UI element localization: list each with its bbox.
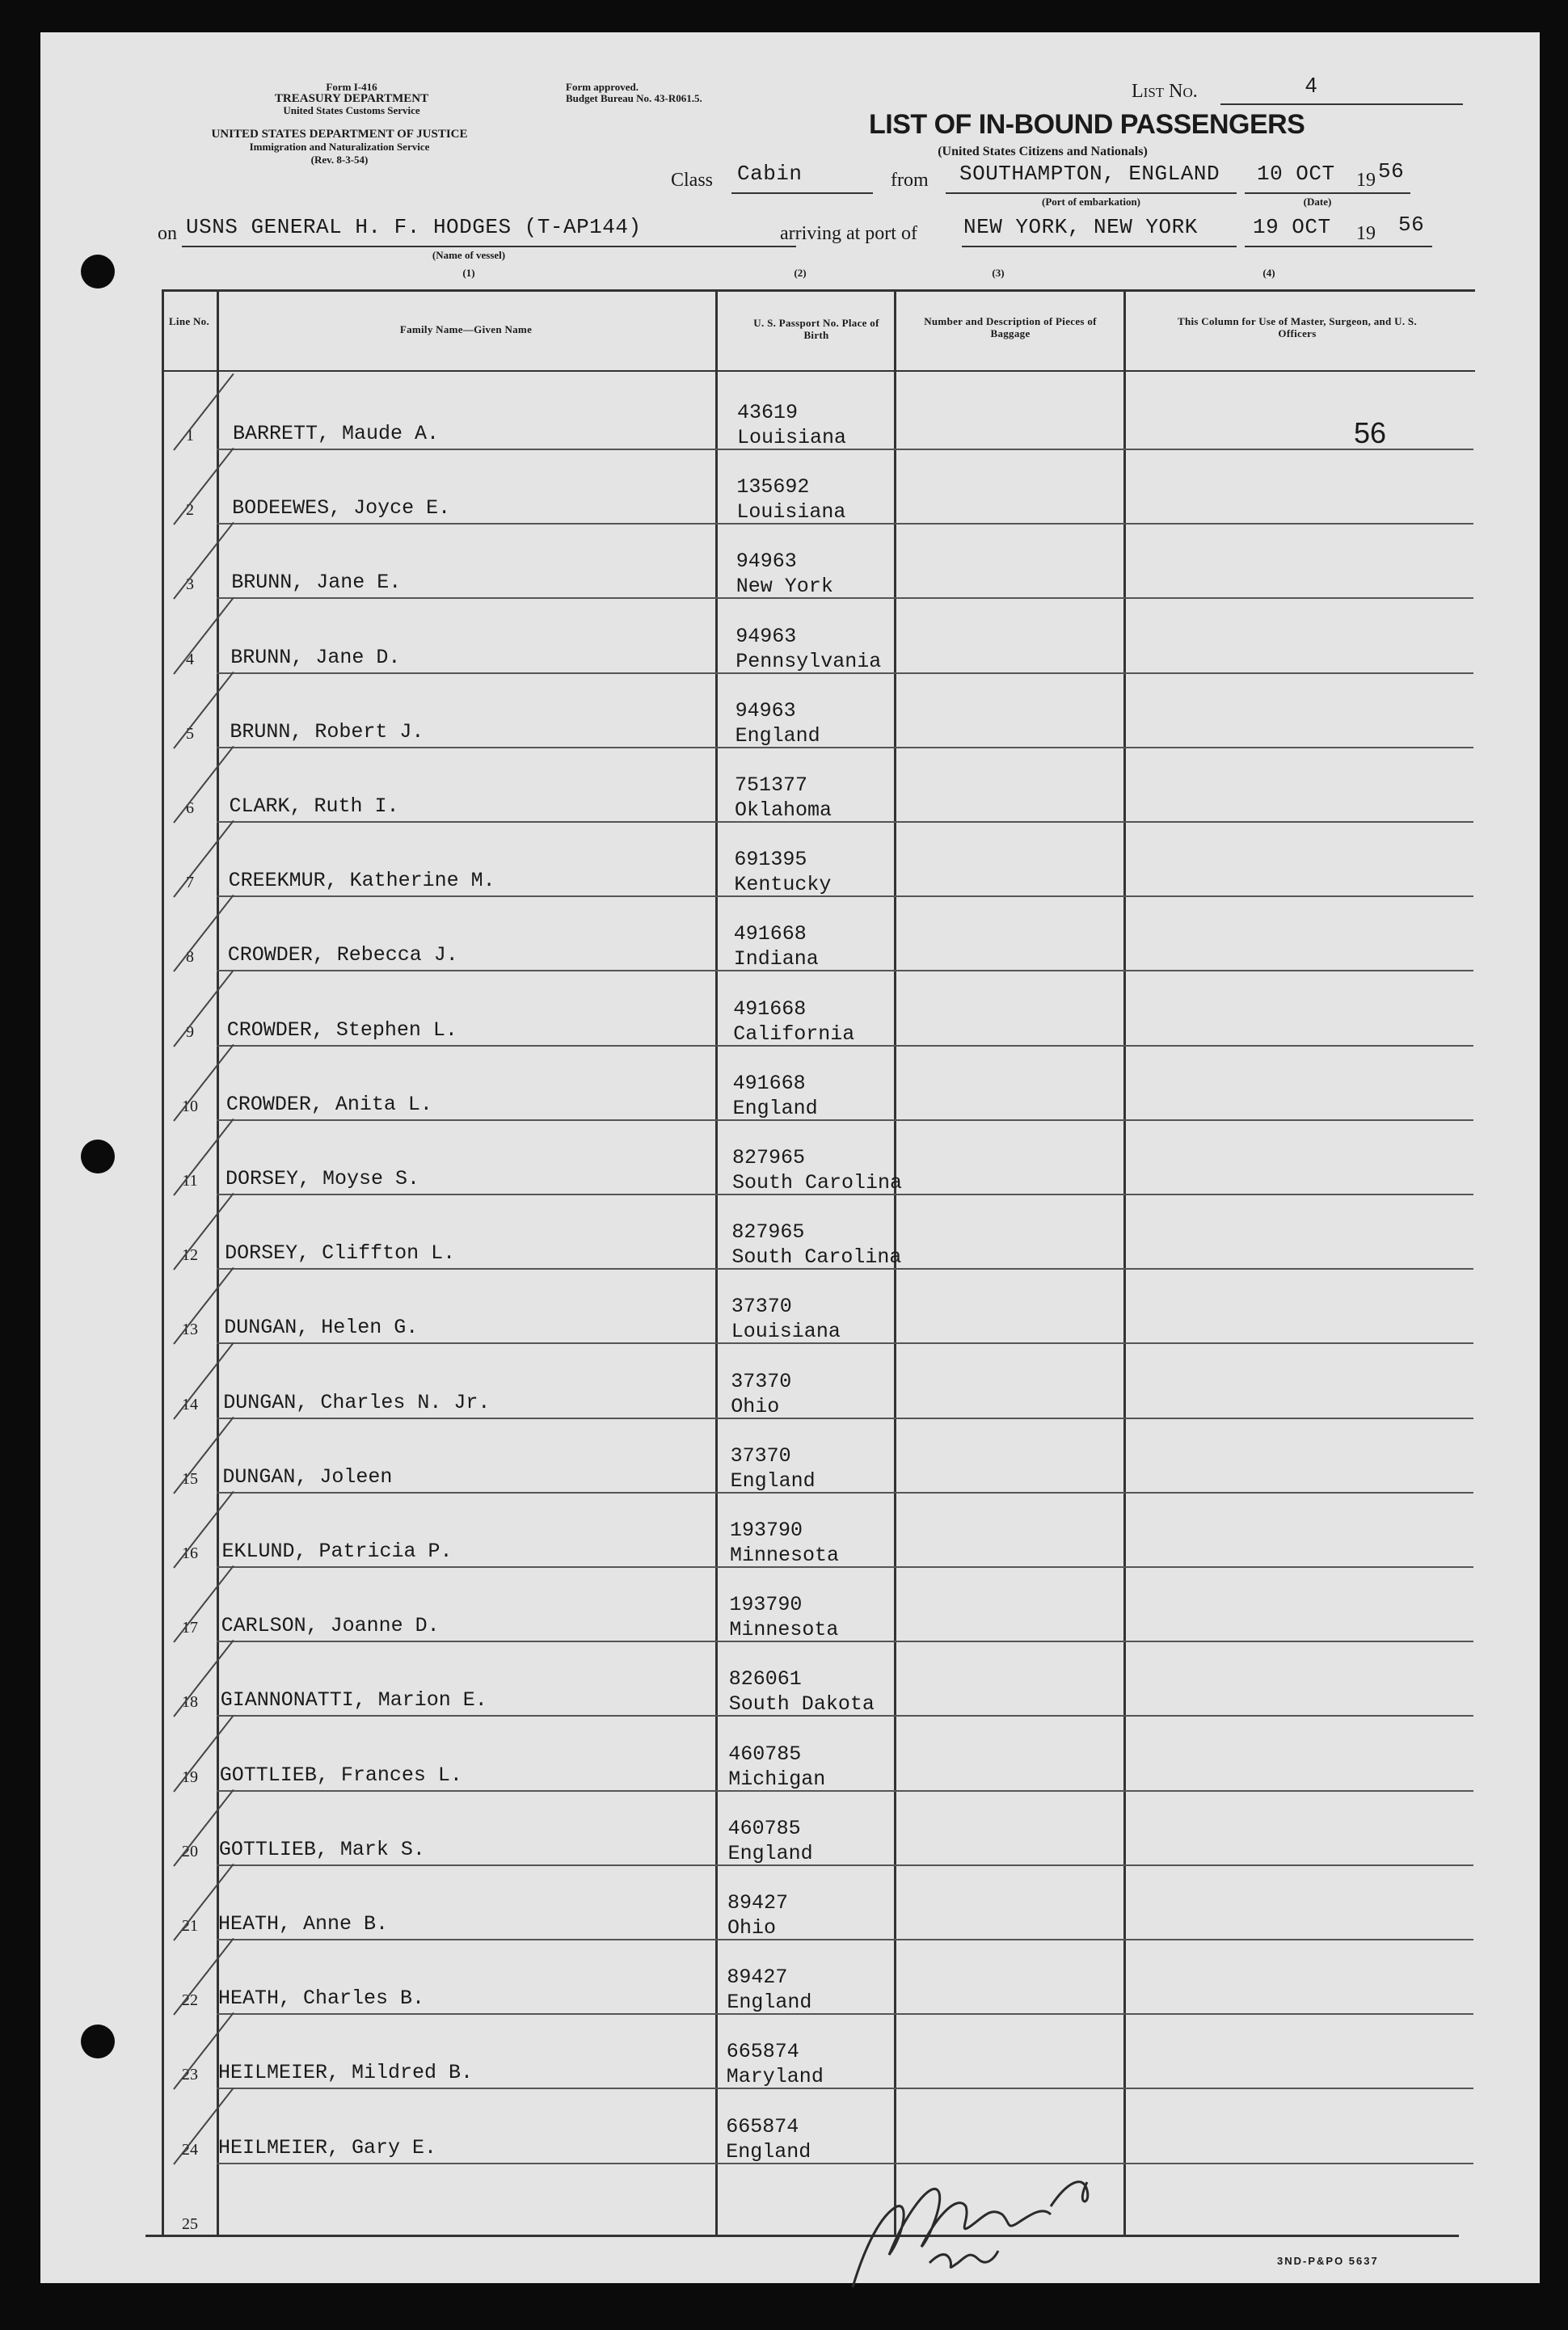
passport-number: 827965 (731, 1220, 805, 1245)
place-of-birth: New York (736, 575, 833, 599)
line-number: 6 (186, 799, 194, 817)
passport-number: 37370 (731, 1295, 792, 1319)
passport-number: 43619 (737, 401, 799, 424)
passenger-name: CROWDER, Stephen L. (226, 1018, 457, 1042)
line-number: 15 (182, 1469, 198, 1488)
place-of-birth: Ohio (727, 1916, 777, 1940)
passenger-name: CLARK, Ruth I. (229, 794, 399, 818)
line-number: 8 (186, 948, 194, 967)
line-number: 20 (182, 1842, 198, 1860)
passport-number: 460785 (728, 1742, 802, 1766)
port-embarkation-caption: (Port of embarkation) (1041, 196, 1141, 208)
place-of-birth: California (733, 1022, 855, 1046)
passenger-name: BODEEWES, Joyce E. (232, 496, 451, 520)
handwritten-signature (808, 2085, 1148, 2295)
passenger-name: BRUNN, Jane D. (230, 645, 401, 669)
passport-number: 89427 (727, 1891, 789, 1915)
passport-and-birthplace (733, 996, 854, 1047)
place-of-birth: South Carolina (731, 1245, 902, 1270)
line-number: 3 (186, 575, 194, 594)
place-of-birth: South Dakota (728, 1692, 875, 1717)
passport-number: 751377 (735, 773, 808, 797)
passenger-name: CARLSON, Joanne D. (221, 1614, 440, 1638)
place-of-birth: Louisiana (736, 500, 846, 525)
revision-date: (Rev. 8-3-54) (310, 154, 369, 166)
place-of-birth: Pennsylvania (736, 649, 882, 673)
line-number: 5 (186, 724, 194, 743)
printer-code: 3ND-P&PO 5637 (1277, 2255, 1379, 2267)
passport-number: 491668 (733, 922, 807, 946)
place-of-birth: Maryland (726, 2065, 824, 2089)
binder-hole (81, 1140, 115, 1173)
place-of-birth: Indiana (733, 947, 819, 971)
header-passport: U. S. Passport No. Place of Birth (753, 317, 879, 341)
place-of-birth: England (727, 1841, 813, 1865)
line-number: 18 (182, 1693, 198, 1712)
passenger-name: BRUNN, Jane E. (231, 571, 402, 595)
passenger-name: CROWDER, Anita L. (226, 1092, 432, 1116)
passport-number: 665874 (726, 2114, 799, 2138)
place-of-birth: Louisiana (737, 426, 847, 449)
passenger-name: BARRETT, Maude A. (233, 422, 440, 445)
passport-and-birthplace (733, 1071, 818, 1121)
passport-number: 491668 (732, 1071, 806, 1095)
vessel-name: USNS GENERAL H. F. HODGES (T-AP144) (186, 215, 642, 239)
line-number: 16 (182, 1544, 198, 1562)
passenger-name: CROWDER, Rebecca J. (227, 943, 458, 967)
list-number-label: List No. (1132, 81, 1198, 102)
arrival-year: 56 (1398, 213, 1425, 237)
passport-and-birthplace (736, 624, 881, 674)
passport-and-birthplace (729, 1666, 875, 1717)
treasury-department: TREASURY DEPARTMENT (274, 92, 429, 105)
passenger-name: HEATH, Charles B. (218, 1987, 425, 2011)
passport-and-birthplace (728, 1816, 813, 1866)
line-number: 17 (182, 1619, 198, 1637)
department-of-justice: UNITED STATES DEPARTMENT OF JUSTICE (211, 128, 468, 141)
place-of-birth: England (735, 723, 820, 748)
place-of-birth: England (727, 1991, 812, 2015)
passenger-name: HEATH, Anne B. (218, 1912, 389, 1936)
passport-and-birthplace (735, 773, 832, 823)
officer-note: 56 (1354, 416, 1387, 449)
passport-number: 94963 (736, 624, 797, 648)
binder-hole (81, 255, 115, 289)
header-officers: This Column for Use of Master, Surgeon, and U. S. Officers (1177, 315, 1418, 339)
passport-number: 193790 (729, 1593, 803, 1617)
passport-and-birthplace (727, 2039, 824, 2089)
line-number: 9 (186, 1022, 194, 1041)
from-label: from (891, 170, 929, 191)
passport-number: 827965 (732, 1146, 806, 1169)
passenger-name: GOTTLIEB, Frances L. (219, 1763, 462, 1787)
passenger-name: DUNGAN, Charles N. Jr. (223, 1390, 491, 1414)
passport-number: 94963 (736, 550, 797, 574)
passport-and-birthplace (736, 698, 820, 748)
passport-number: 135692 (736, 475, 810, 499)
place-of-birth: Louisiana (731, 1320, 841, 1344)
line-number: 7 (186, 874, 194, 892)
passport-number: 193790 (730, 1519, 803, 1542)
class-label: Class (671, 170, 714, 191)
place-of-birth: Ohio (731, 1394, 780, 1418)
place-of-birth: Minnesota (730, 1544, 840, 1567)
passport-and-birthplace (734, 921, 819, 971)
passport-and-birthplace (736, 549, 833, 599)
budget-bureau: Budget Bureau No. 43-R061.5. (566, 92, 702, 104)
on-label: on (158, 223, 177, 244)
passport-and-birthplace (736, 474, 845, 525)
place-of-birth: England (732, 1096, 818, 1120)
line-number: 22 (182, 1991, 198, 2010)
arriving-label: arriving at port of (780, 223, 917, 244)
departure-year: 56 (1378, 159, 1405, 183)
passport-number: 826061 (728, 1667, 802, 1692)
passport-number: 89427 (727, 1966, 788, 1990)
binder-hole (81, 2025, 115, 2058)
passport-and-birthplace (728, 1742, 825, 1792)
departure-date: 10 OCT (1257, 162, 1335, 186)
passport-number: 37370 (731, 1369, 792, 1393)
passenger-name: DORSEY, Moyse S. (226, 1167, 420, 1190)
customs-service: United States Customs Service (283, 104, 420, 116)
place-of-birth: England (726, 2139, 811, 2164)
passport-and-birthplace (737, 400, 846, 450)
passport-number: 691395 (734, 848, 807, 872)
document-sheet (40, 32, 1540, 2283)
line-number: 19 (182, 1768, 198, 1786)
passport-and-birthplace (731, 1369, 791, 1419)
line-number: 21 (182, 1917, 198, 1935)
passport-and-birthplace (729, 1592, 838, 1642)
passenger-name: HEILMEIER, Mildred B. (218, 2061, 474, 2085)
column-number-2: (2) (794, 267, 807, 279)
form-number: Form I-416 (326, 81, 377, 93)
line-number: 2 (186, 501, 194, 520)
passport-number: 665874 (726, 2040, 799, 2064)
place-of-birth: Oklahoma (735, 798, 832, 822)
passport-number: 94963 (735, 698, 796, 723)
class-value: Cabin (737, 162, 803, 186)
line-number: 13 (182, 1321, 198, 1339)
passenger-name: DUNGAN, Joleen (222, 1464, 393, 1489)
line-number: 4 (186, 650, 194, 668)
place-of-birth: Michigan (728, 1767, 826, 1791)
line-number: 11 (182, 1172, 198, 1190)
column-number-1: (1) (462, 267, 475, 279)
passenger-name: CREEKMUR, Katherine M. (228, 869, 495, 893)
header-name: Family Name—Given Name (399, 323, 533, 335)
line-number: 24 (182, 2140, 198, 2159)
line-number: 14 (182, 1395, 198, 1414)
line-number: 10 (182, 1097, 198, 1115)
line-number: 12 (182, 1246, 198, 1265)
passenger-name: GOTTLIEB, Mark S. (218, 1837, 425, 1861)
date-caption: (Date) (1303, 196, 1332, 208)
passport-and-birthplace (734, 847, 831, 897)
arrival-year-prefix: 19 (1356, 223, 1376, 244)
port-of-embarkation: SOUTHAMPTON, ENGLAND (959, 162, 1220, 186)
passenger-name: EKLUND, Patricia P. (221, 1540, 453, 1563)
document-subtitle: (United States Citizens and Nationals) (938, 145, 1148, 158)
arrival-date: 19 OCT (1253, 215, 1331, 239)
departure-year-prefix: 19 (1356, 170, 1376, 191)
passenger-name: DUNGAN, Helen G. (224, 1316, 419, 1340)
line-number: 1 (186, 427, 194, 445)
header-baggage: Number and Description of Pieces of Baggage (924, 315, 1097, 339)
document-title: LIST OF IN-BOUND PASSENGERS (869, 109, 1305, 140)
passport-number: 37370 (730, 1443, 791, 1468)
passport-and-birthplace (727, 1965, 811, 2015)
passport-number: 460785 (727, 1816, 801, 1840)
vessel-caption: (Name of vessel) (432, 249, 506, 261)
immigration-service: Immigration and Naturalization Service (249, 141, 430, 153)
passport-and-birthplace (731, 1443, 816, 1494)
passport-and-birthplace (731, 1294, 841, 1344)
place-of-birth: South Carolina (732, 1171, 903, 1194)
place-of-birth: Minnesota (729, 1618, 839, 1642)
passport-and-birthplace (727, 1890, 788, 1940)
passenger-name: HEILMEIER, Gary E. (218, 2135, 437, 2159)
passenger-name: BRUNN, Robert J. (230, 719, 424, 744)
line-number: 25 (182, 2214, 198, 2233)
form-approved: Form approved. (566, 81, 639, 93)
place-of-birth: England (730, 1468, 816, 1493)
arrival-port: NEW YORK, NEW YORK (963, 215, 1198, 239)
passenger-name: DORSEY, Cliffton L. (225, 1241, 456, 1266)
header-line-no: Line No. (168, 315, 210, 327)
line-number: 23 (182, 2066, 198, 2084)
list-number: 4 (1305, 73, 1317, 97)
column-number-4: (4) (1262, 267, 1275, 279)
place-of-birth: Kentucky (734, 873, 832, 897)
passport-and-birthplace (730, 1518, 839, 1568)
passport-number: 491668 (733, 996, 807, 1021)
passenger-name: GIANNONATTI, Marion E. (220, 1688, 487, 1713)
passport-and-birthplace (732, 1145, 902, 1195)
column-number-3: (3) (992, 267, 1005, 279)
passport-and-birthplace (731, 1220, 901, 1270)
passport-and-birthplace (726, 2114, 811, 2164)
